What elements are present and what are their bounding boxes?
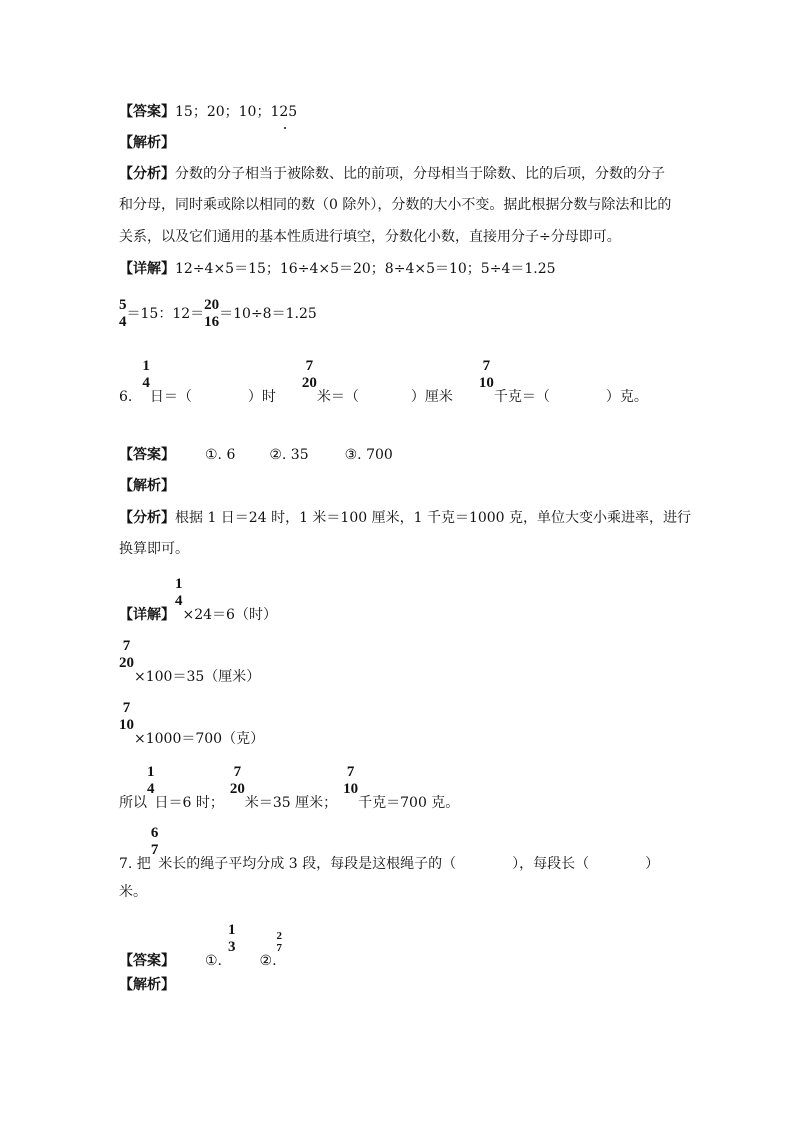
- answer-7-a1: ①.: [205, 953, 223, 969]
- question-6: [119, 358, 648, 417]
- summary-6-t2: 米＝35 厘米；: [244, 795, 338, 811]
- summary-6: [119, 764, 459, 823]
- q6-unit2-end: ）厘米: [410, 389, 453, 405]
- detail-5-mid1: ＝15：12＝: [126, 306, 205, 322]
- fraction: 1 4: [175, 576, 183, 609]
- detail-6-line2: [119, 638, 260, 697]
- fraction: 1 4: [142, 358, 150, 391]
- fraction: 7 10: [343, 764, 359, 797]
- q6-unit3: 千克＝（: [493, 389, 550, 405]
- detail-6-eq3: ×1000＝700（克）: [134, 731, 265, 747]
- detail-6-line3: [119, 700, 264, 759]
- fraction: 7 20: [119, 638, 134, 671]
- analysis-6-line2: 换算即可。: [119, 541, 189, 557]
- analysis-5-text1: 分数的分子相当于被除数、比的前项，分母相当于除数、比的后项，分数的分子: [175, 166, 665, 182]
- summary-6-t3: 千克＝700 克。: [358, 795, 460, 811]
- fraction: 7 20: [229, 764, 245, 797]
- answer-6-a2: ②. 35: [269, 447, 309, 463]
- fraction: 7 20: [301, 358, 317, 391]
- q7-text3: ）: [645, 856, 660, 872]
- detail-5-line1: [119, 259, 556, 279]
- detail-label: 【详解】: [119, 607, 175, 623]
- detail-5-mid2: ＝10÷8＝1.25: [219, 306, 317, 322]
- question-7: [119, 825, 659, 884]
- answer-label: 【答案】: [119, 447, 175, 463]
- analysis-5-line1: [119, 164, 665, 184]
- analysis-heading: 【解析】: [119, 135, 175, 151]
- answer-7-a2: ②.: [259, 953, 277, 969]
- answer-5-decimal: 25: [279, 104, 298, 120]
- analysis-heading: 【解析】: [119, 977, 175, 993]
- q6-unit2: 米＝（: [316, 389, 359, 405]
- detail-5-text: 12÷4×5＝15；16÷4×5＝20；8÷4×5＝10；5÷4＝1.25: [175, 261, 556, 277]
- summary-6-t1: 日＝6 时；: [154, 795, 224, 811]
- analysis-5-line2: 和分母，同时乘或除以相同的数（0 除外），分数的大小不变。据此根据分数与除法和比的: [119, 197, 672, 213]
- question-number: 6.: [119, 389, 133, 405]
- analysis-label: 【分析】: [119, 510, 175, 526]
- detail-6-line1: [119, 576, 277, 635]
- answer-7-line: [119, 922, 282, 981]
- q6-unit1: 日＝（: [149, 389, 192, 405]
- answer-label: 【答案】: [119, 953, 175, 969]
- analysis-label: 【分析】: [119, 166, 175, 182]
- fraction: 1 4: [147, 764, 155, 797]
- answer-6-line: [119, 445, 393, 465]
- answer-label: 【答案】: [119, 104, 175, 120]
- fraction: 20 16: [204, 297, 220, 330]
- fraction: 7 10: [478, 358, 494, 391]
- analysis-5-line3: 关系，以及它们通用的基本性质进行填空，分数化小数，直接用分子÷分母即可。: [119, 229, 621, 245]
- answer-5-line: [119, 102, 297, 122]
- detail-5-line2: [119, 294, 317, 334]
- summary-6-pre: 所以: [119, 795, 147, 811]
- answer-6-a1: ①. 6: [205, 447, 236, 463]
- q7-text1: 米长的绳子平均分成 3 段，每段是这根绳子的（: [158, 856, 457, 872]
- fraction: 6 7: [150, 825, 159, 858]
- analysis-heading: 【解析】: [119, 478, 175, 494]
- question-7-line2: 米。: [119, 884, 147, 900]
- fraction: 2 7: [276, 930, 283, 954]
- q7-text2: ），每段长（: [512, 856, 590, 872]
- question-number: 7. 把: [119, 856, 151, 872]
- detail-6-eq2: ×100＝35（厘米）: [134, 669, 261, 685]
- q6-unit3-end: ）克。: [605, 389, 648, 405]
- answer-5-text: 15；20；10；1: [175, 104, 280, 120]
- q6-unit1-end: ）时: [247, 389, 276, 405]
- fraction: 1 3: [228, 922, 236, 955]
- analysis-6-line1: [119, 508, 691, 528]
- fraction: 5 4: [119, 297, 127, 330]
- detail-label: 【详解】: [119, 261, 175, 277]
- answer-6-a3: ③. 700: [344, 447, 393, 463]
- fraction: 7 10: [119, 700, 134, 733]
- detail-6-eq1: ×24＝6（时）: [182, 607, 277, 623]
- analysis-6-text1: 根据 1 日＝24 时，1 米＝100 厘米，1 千克＝1000 克，单位大变小乘进率，进行: [175, 510, 692, 526]
